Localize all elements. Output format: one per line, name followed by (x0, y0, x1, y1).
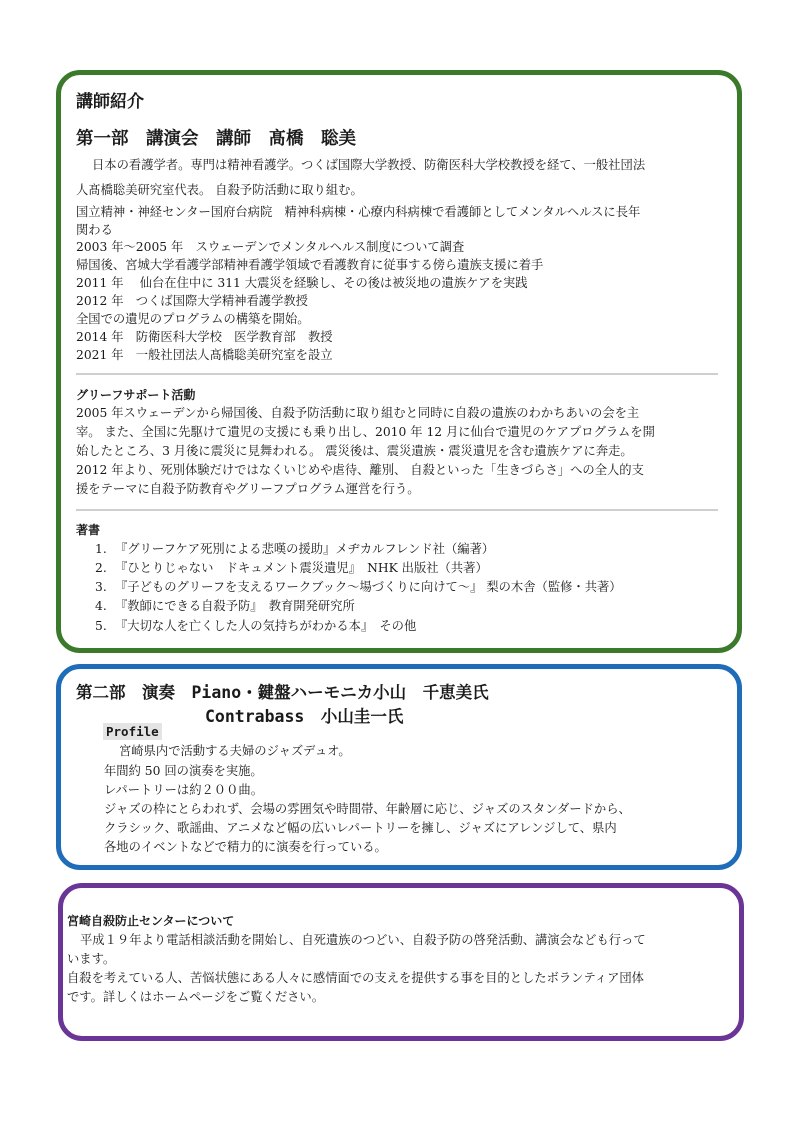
book-number: 4. (95, 599, 107, 613)
profile-label: Profile (103, 723, 162, 740)
career-line: 2014 年 防衛医科大学校 医学教育部 教授 (76, 330, 333, 344)
book-item (95, 598, 355, 614)
center-info-heading: 宮崎自殺防止センターについて (67, 914, 235, 928)
book-title: 『グリーフケア死別による悲嘆の援助』メヂカルフレンド社（編著） (115, 542, 495, 556)
book-number: 5. (95, 619, 107, 633)
profile-line: 各地のイベントなどで精力的に演奏を行っている。 (104, 840, 387, 854)
career-line: 国立精神・神経センター国府台病院 精神科病棟・心療内科病棟で看護師としてメンタルヘルスに長年 (76, 205, 641, 219)
career-line: 2003 年～2005 年 スウェーデンでメンタルヘルス制度について調査 (76, 240, 465, 254)
center-info-line: です。詳しくはホームページをご覧ください。 (67, 990, 325, 1004)
center-info-line: います。 (67, 952, 116, 966)
center-info-line: 平成１９年より電話相談活動を開始し、自死遺族のつどい、自殺予防の啓発活動、講演会なども行って (80, 933, 646, 947)
part2-title-line1: 第二部 演奏 Piano・鍵盤ハーモニカ小山 千恵美氏 (76, 683, 489, 702)
career-line: 2021 年 一般社団法人髙橋聡美研究室を設立 (76, 348, 333, 362)
grief-line: 援をテーマに自殺予防教育やグリーフプログラム運営を行う。 (76, 482, 420, 496)
grief-support-heading: グリーフサポート活動 (76, 388, 196, 402)
book-number: 1. (95, 542, 107, 556)
section-divider (76, 373, 718, 375)
book-item (95, 579, 622, 595)
career-line: 2011 年 仙台在住中に 311 大震災を経験し、その後は被災地の遺族ケアを実践 (76, 276, 528, 290)
profile-line: ジャズの枠にとらわれず、会場の雰囲気や時間帯、年齢層に応じ、ジャズのスタンダードから、 (104, 802, 631, 816)
intro-line: 人髙橋聡美研究室代表。 自殺予防活動に取り組む。 (76, 183, 363, 197)
career-line: 2012 年 つくば国際大学精神看護学教授 (76, 294, 308, 308)
part1-title: 第一部 講演会 講師 髙橋 聡美 (76, 129, 356, 149)
book-title: 『教師にできる自殺予防』 教育開発研究所 (115, 599, 355, 613)
profile-line: クラシック、歌謡曲、アニメなど幅の広いレパートリーを擁し、ジャズにアレンジして、県内 (104, 821, 617, 835)
profile-line: レパートリーは約２００曲。 (104, 783, 263, 797)
book-title: 『大切な人を亡くした人の気持ちがわかる本』 その他 (115, 619, 417, 633)
book-item (95, 560, 488, 576)
lecturer-intro-heading: 講師紹介 (76, 92, 144, 112)
grief-line: 2005 年スウェーデンから帰国後、自殺予防活動に取り組むと同時に自殺の遺族のわかちあいの会を主 (76, 406, 640, 420)
profile-line: 宮崎県内で活動する夫婦のジャズデュオ。 (119, 744, 351, 758)
part2-title-line2: Contrabass 小山圭一氏 (205, 707, 404, 726)
center-info-section-frame (58, 883, 744, 1041)
book-item (95, 618, 416, 634)
grief-line: 宰。 また、全国に先駆けて遺児の支援にも乗り出し、2010 年 12 月に仙台で遺児のケアプログラムを開 (76, 425, 655, 439)
career-line: 関わる (76, 223, 113, 237)
book-item (95, 541, 494, 557)
book-number: 2. (95, 561, 107, 575)
book-number: 3. (95, 580, 107, 594)
career-line: 帰国後、宮城大学看護学部精神看護学領域で看護教育に従事する傍ら遺族支援に着手 (76, 258, 544, 272)
books-heading: 著書 (76, 523, 101, 537)
book-title: 『子どものグリーフを支えるワークブック～場づくりに向けて～』 梨の木舎（監修・共著） (115, 580, 622, 594)
career-line: 全国での遺児のプログラムの構築を開始。 (76, 312, 310, 326)
book-title: 『ひとりじゃない ドキュメント震災遺児』 NHK 出版社（共著） (115, 561, 488, 575)
grief-line: 始したところ、3 月後に震災に見舞われる。 震災後は、震災遺族・震災遺児を含む遺族ケアに奔走。 (76, 444, 633, 458)
profile-line: 年間約 50 回の演奏を実施。 (104, 764, 263, 778)
intro-line: 日本の看護学者。専門は精神看護学。つくば国際大学教授、防衛医科大学校教授を経て、一般社団法 (92, 158, 646, 172)
center-info-line: 自殺を考えている人、苦悩状態にある人々に感情面での支えを提供する事を目的としたボランティア団体 (67, 971, 644, 985)
grief-line: 2012 年より、死別体験だけではなくいじめや虐待、離別、 自殺といった「生きづらさ」への全人的支 (76, 463, 644, 477)
section-divider (76, 509, 718, 511)
